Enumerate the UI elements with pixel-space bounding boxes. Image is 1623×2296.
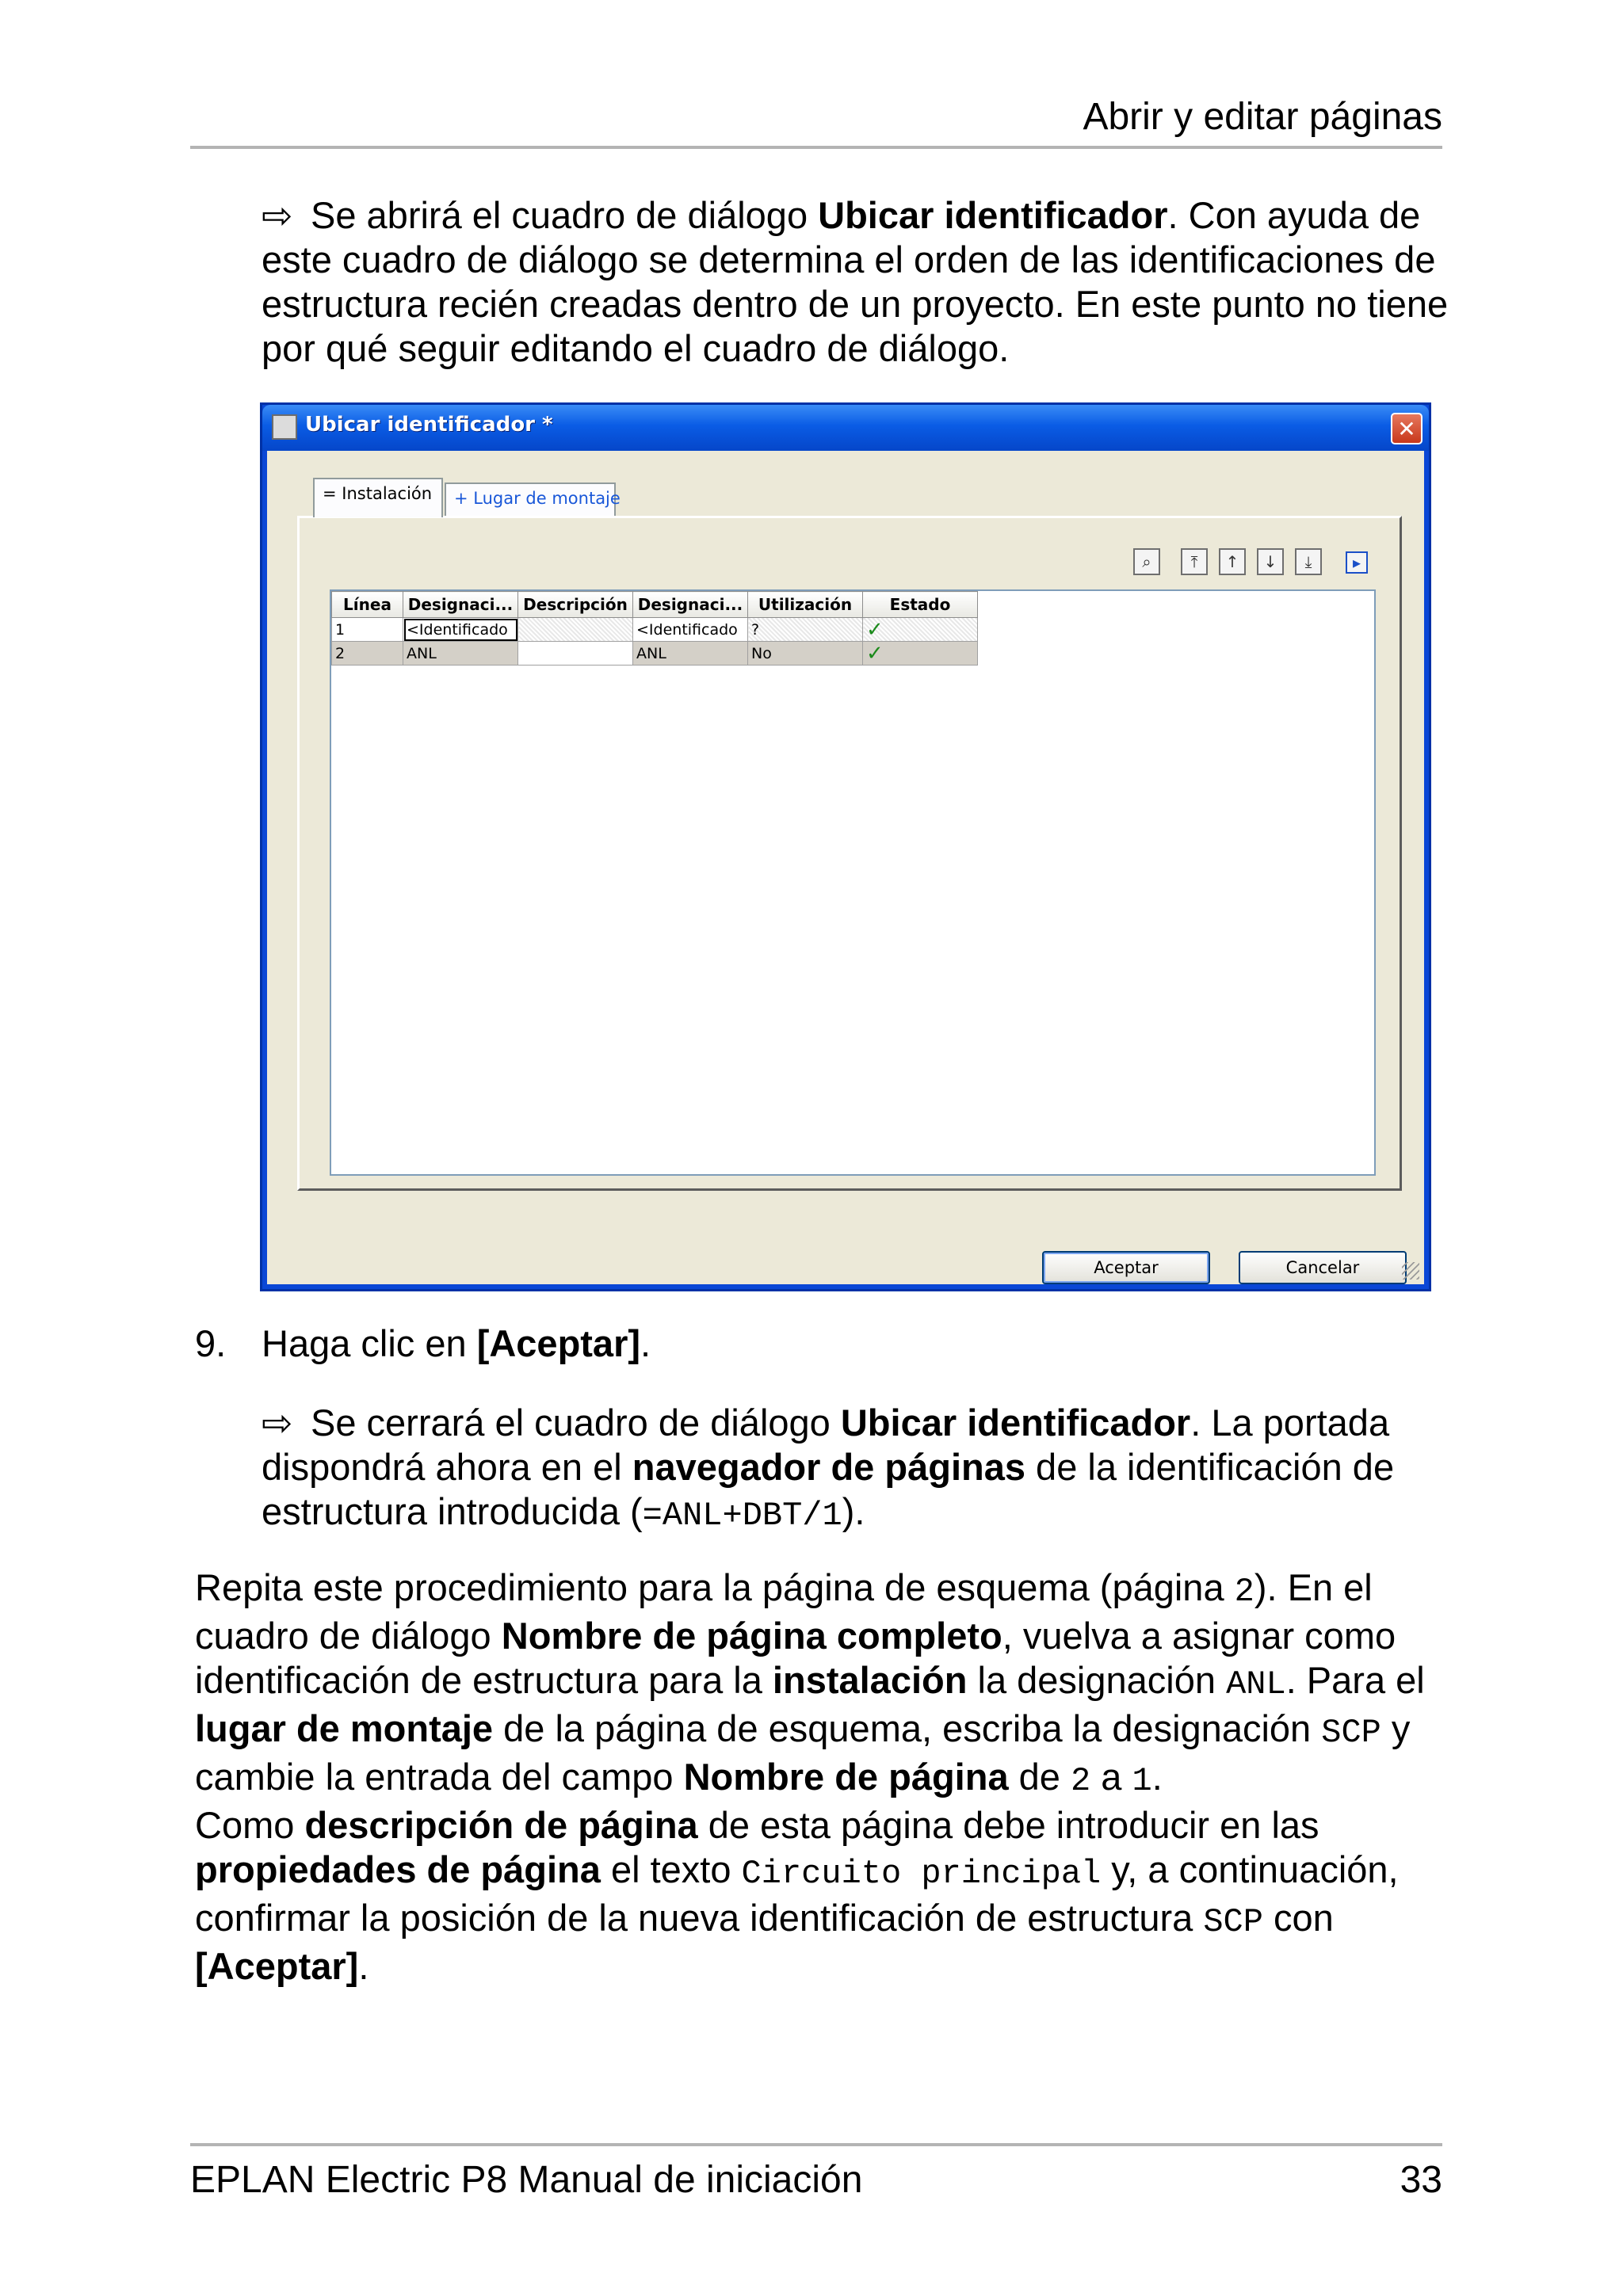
text: , vuelva a asignar como identificación de estructura para la xyxy=(195,1615,1396,1701)
cell-status[interactable] xyxy=(863,618,978,642)
text: Haga clic en xyxy=(262,1322,477,1364)
column-header-designacion[interactable]: Designaci... xyxy=(403,592,518,618)
move-up-icon[interactable]: ↑ xyxy=(1219,548,1246,575)
zoom-icon[interactable]: ⌕ xyxy=(1133,548,1160,575)
text: Se abrirá el cuadro de diálogo xyxy=(311,194,819,236)
tab-lugar-de-montaje[interactable]: + Lugar de montaje xyxy=(445,482,616,516)
column-header-designacion-2[interactable]: Designaci... xyxy=(633,592,748,618)
identifier-table xyxy=(331,591,978,666)
column-header-descripcion[interactable]: Descripción xyxy=(518,592,633,618)
text: Repita este procedimiento para la página de esquema (página xyxy=(195,1566,1235,1608)
check-icon: ✓ xyxy=(866,641,884,666)
bold-text: [Aceptar] xyxy=(195,1945,359,1987)
result-arrow-icon: ⇨ xyxy=(262,194,293,236)
step-number: 9. xyxy=(195,1322,227,1364)
text: . La portada dispondrá ahora en el xyxy=(262,1402,1390,1488)
identifier-grid[interactable] xyxy=(330,589,1376,1176)
ubicar-identificador-dialog xyxy=(260,402,1431,1291)
result-dialog-closes xyxy=(262,1401,1450,1538)
bold-text: lugar de montaje xyxy=(195,1707,494,1749)
result-arrow-icon: ⇨ xyxy=(262,1402,293,1444)
resize-grip-icon[interactable] xyxy=(1402,1262,1419,1280)
app-icon xyxy=(272,414,297,440)
page-header xyxy=(190,93,1442,149)
move-top-icon[interactable]: ⤒ xyxy=(1181,548,1208,575)
header-title: Abrir y editar páginas xyxy=(1083,96,1442,138)
move-bottom-icon[interactable]: ⤓ xyxy=(1295,548,1322,575)
bold-text: Ubicar identificador xyxy=(840,1402,1191,1444)
text: a xyxy=(1090,1756,1132,1798)
column-header-linea[interactable]: Línea xyxy=(332,592,403,618)
cell-line[interactable]: 2 xyxy=(332,642,403,666)
table-row[interactable] xyxy=(332,642,978,666)
text: . Con ayuda de este cuadro de diálogo se determina el orden de las identificaciones de estructura recién creadas dentro de un proyecto. En este punto no tiene por qué seguir editando el cuadro de diálogo. xyxy=(262,194,1449,369)
dialog-title: Ubicar identificador * xyxy=(305,413,553,437)
paragraph-page-description xyxy=(195,1803,1455,1989)
step-9 xyxy=(195,1322,651,1366)
ok-button[interactable]: Aceptar xyxy=(1042,1251,1210,1284)
page-number: 33 xyxy=(1400,2159,1442,2201)
code-text: SCP xyxy=(1203,1903,1263,1941)
dialog-titlebar[interactable] xyxy=(262,405,1429,451)
bold-text: instalación xyxy=(772,1659,968,1701)
bold-text: descripción de página xyxy=(304,1804,698,1846)
cell-designation[interactable]: ANL xyxy=(403,642,518,666)
cell-description[interactable] xyxy=(518,642,633,666)
code-text: SCP xyxy=(1321,1714,1381,1752)
move-down-icon[interactable]: ↓ xyxy=(1257,548,1284,575)
paragraph-repeat xyxy=(195,1566,1455,1803)
code-text: ANL xyxy=(1226,1665,1286,1703)
text: de xyxy=(1008,1756,1071,1798)
bold-text: Nombre de página xyxy=(683,1756,1009,1798)
check-icon: ✓ xyxy=(866,617,884,642)
text: . xyxy=(640,1322,651,1364)
table-row[interactable] xyxy=(332,618,978,642)
cell-description[interactable] xyxy=(518,618,633,642)
bold-text: Ubicar identificador xyxy=(818,194,1168,236)
code-text: 2 xyxy=(1071,1762,1091,1800)
close-button[interactable]: ✕ xyxy=(1391,413,1423,444)
code-text: =ANL+DBT/1 xyxy=(642,1497,842,1535)
text: . xyxy=(1151,1756,1163,1798)
bold-text: Nombre de página completo xyxy=(501,1615,1002,1657)
code-text: 1 xyxy=(1132,1762,1152,1800)
cell-designation-2[interactable]: ANL xyxy=(633,642,748,666)
result-dialog-opens xyxy=(262,193,1450,371)
bold-text: propiedades de página xyxy=(195,1848,601,1890)
code-text: 2 xyxy=(1234,1573,1254,1611)
tab-panel xyxy=(297,516,1402,1191)
cell-utilization[interactable]: ? xyxy=(748,618,863,642)
text: . Para el xyxy=(1285,1659,1425,1701)
cell-designation-2[interactable]: <Identificado xyxy=(633,618,748,642)
text: de la página de esquema, escriba la designación xyxy=(493,1707,1322,1749)
page-footer xyxy=(190,2143,1442,2203)
text: . xyxy=(358,1945,369,1987)
column-header-estado[interactable]: Estado xyxy=(863,592,978,618)
column-header-utilizacion[interactable]: Utilización xyxy=(748,592,863,618)
text: de esta página debe introducir en las xyxy=(697,1804,1319,1846)
text: y, a continuación, confirmar la posición de la nueva identificación de estructura xyxy=(195,1848,1399,1939)
bold-text: navegador de páginas xyxy=(632,1446,1025,1488)
text: de la identificación de estructura introducida ( xyxy=(262,1446,1395,1532)
text: el texto xyxy=(600,1848,742,1890)
text: Como xyxy=(195,1804,305,1846)
tab-instalacion[interactable]: = Instalación xyxy=(313,478,443,517)
footer-title: EPLAN Electric P8 Manual de iniciación xyxy=(190,2159,863,2201)
code-text: Circuito principal xyxy=(741,1855,1102,1893)
cancel-button[interactable]: Cancelar xyxy=(1239,1251,1407,1284)
text: ). En el cuadro de diálogo xyxy=(195,1566,1373,1657)
cell-line[interactable]: 1 xyxy=(332,618,403,642)
cell-utilization[interactable]: No xyxy=(748,642,863,666)
more-icon[interactable]: ▸ xyxy=(1346,551,1368,574)
text: y cambie la entrada del campo xyxy=(195,1707,1411,1798)
text: Se cerrará el cuadro de diálogo xyxy=(311,1402,841,1444)
text: con xyxy=(1262,1897,1334,1939)
text: la designación xyxy=(967,1659,1227,1701)
table-header-row xyxy=(332,592,978,618)
text: ). xyxy=(842,1490,865,1532)
bold-text: [Aceptar] xyxy=(476,1322,641,1364)
dialog-client xyxy=(267,451,1424,1284)
cell-designation[interactable]: <Identificado xyxy=(403,618,518,642)
cell-status[interactable] xyxy=(863,642,978,666)
